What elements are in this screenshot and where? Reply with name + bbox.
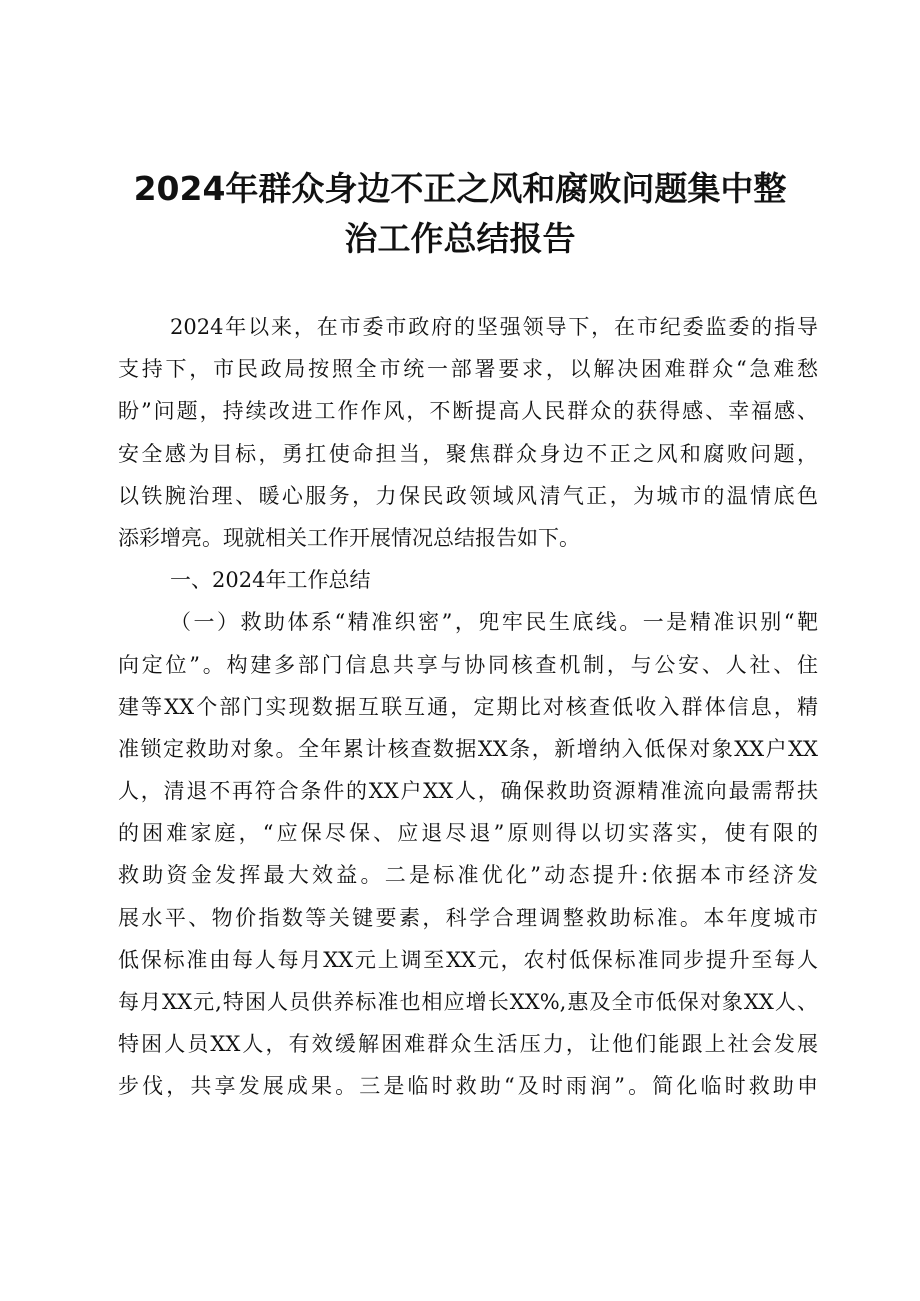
paragraph-line: 添彩增亮。现就相关工作开展情况总结报告如下。 (118, 525, 580, 550)
paragraph-line: 特困人员XX人，有效缓解困难群众生活压力，让他们能跟上社会发展 (118, 1032, 818, 1057)
paragraph-line: 准锁定救助对象。全年累计核查数据XX条，新增纳入低保对象XX户XX (118, 736, 818, 761)
paragraph-line: 展水平、物价指数等关键要素，科学合理调整救助标准。本年度城市 (118, 905, 818, 930)
document-body (118, 306, 818, 1108)
paragraph-line: 人，清退不再符合条件的XX户XX人，确保救助资源精准流向最需帮扶 (118, 779, 818, 804)
paragraph-line: 盼”问题，持续改进工作作风，不断提高人民群众的获得感、幸福感、 (118, 399, 818, 424)
paragraph-line: 低保标准由每人每月XX元上调至XX元，农村低保标准同步提升至每人 (118, 947, 818, 972)
paragraph-line: 安全感为目标，勇扛使命担当，聚焦群众身边不正之风和腐败问题， (118, 441, 818, 466)
document-title (110, 164, 810, 264)
paragraph-line: 向定位”。构建多部门信息共享与协同核查机制，与公安、人社、住 (118, 652, 818, 677)
paragraph-line: 2024年以来，在市委市政府的坚强领导下，在市纪委监委的指导 (170, 315, 818, 339)
paragraph-line: 每月XX元,特困人员供养标准也相应增长XX%,惠及全市低保对象XX人、 (118, 990, 818, 1014)
paragraph-line: 步伐，共享发展成果。三是临时救助“及时雨润”。简化临时救助申 (118, 1074, 818, 1099)
paragraph-line: 以铁腕治理、暖心服务，力保民政领域风清气正，为城市的温情底色 (118, 483, 818, 508)
title-line: 2024年群众身边不正之风和腐败问题集中整 (133, 169, 787, 208)
paragraph-line: 救助资金发挥最大效益。二是标准优化”动态提升:依据本市经济发 (118, 863, 818, 888)
paragraph-line: 的困难家庭，“应保尽保、应退尽退”原则得以切实落实，使有限的 (118, 821, 818, 846)
paragraph-line: 支持下，市民政局按照全市统一部署要求，以解决困难群众“急难愁 (118, 357, 818, 382)
title-line: 治工作总结报告 (344, 219, 576, 258)
paragraph-line: （一）救助体系“精准织密”，兜牢民生底线。一是精准识别“靶 (170, 610, 818, 635)
section-heading: 一、2024年工作总结 (170, 568, 371, 593)
paragraph-line: 建等XX个部门实现数据互联互通，定期比对核查低收入群体信息，精 (118, 694, 818, 719)
